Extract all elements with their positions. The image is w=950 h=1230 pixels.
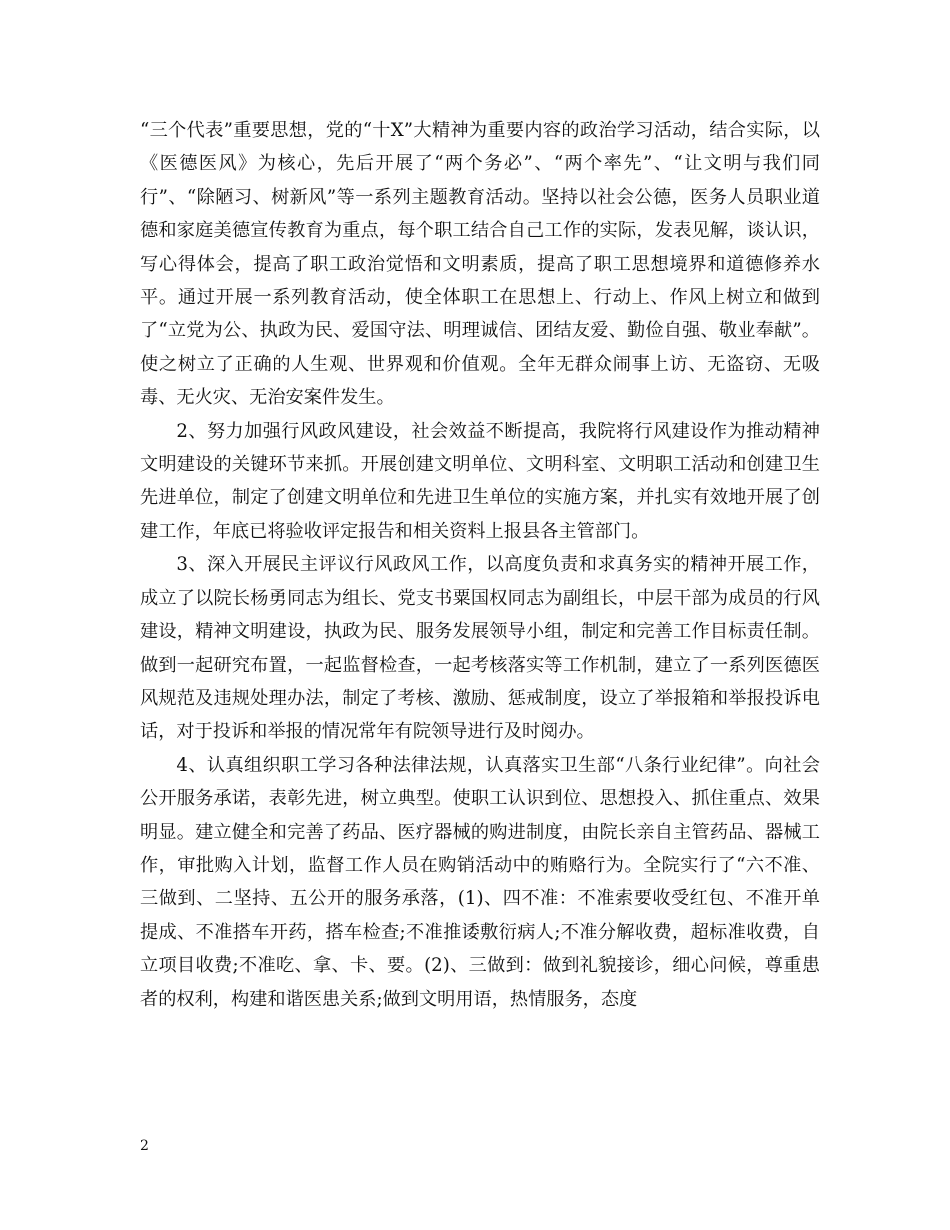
document-body [140, 114, 820, 1016]
paragraph-continued: “三个代表”重要思想，党的“十X”大精神为重要内容的政治学习活动，结合实际，以《医德医风》为核心，先后开展了“两个务必”、“两个率先”、“让文明与我们同行”、“除陋习、树新风”等一系列主题教育活动。坚持以社会公德，医务人员职业道德和家庭美德宣传教育为重点，每个职工结合自己工作的实际，发表见解，谈认识，写心得体会，提高了职工政治觉悟和文明素质，提高了职工思想境界和道德修养水平。通过开展一系列教育活动，使全体职工在思想上、行动上、作风上树立和做到了“立党为公、执政为民、爱国守法、明理诚信、团结友爱、勤俭自强、敬业奉献”。使之树立了正确的人生观、世界观和价值观。全年无群众闹事上访、无盗窃、无吸毒、无火灾、无治安案件发生。 [140, 120, 820, 409]
page-number: 2 [140, 1138, 149, 1154]
paragraph-item-3: 3、深入开展民主评议行风政风工作，以高度负责和求真务实的精神开展工作，成立了以院长杨勇同志为组长、党支书粟国权同志为副组长，中层干部为成员的行风建设，精神文明建设，执政为民、服务发展领导小组，制定和完善工作目标责任制。做到一起研究布置，一起监督检查，一起考核落实等工作机制，建立了一系列医德医风规范及违规处理办法，制定了考核、激励、惩戒制度，设立了举报箱和举报投诉电话，对于投诉和举报的情况常年有院领导进行及时阅办。 [140, 554, 820, 743]
paragraph-item-4: 4、认真组织职工学习各种法律法规，认真落实卫生部“八条行业纪律”。向社会公开服务承诺，表彰先进，树立典型。使职工认识到位、思想投入、抓住重点、效果明显。建立健全和完善了药品、医疗器械的购进制度，由院长亲自主管药品、器械工作，审批购入计划，监督工作人员在购销活动中的贿赂行为。全院实行了“六不准、三做到、二坚持、五公开的服务承落，(1)、四不准：不准索要收受红包、不准开单提成、不准搭车开药，搭车检查;不准推诿敷衍病人;不准分解收费，超标准收费，自立项目收费;不准吃、拿、卡、要。(2)、三做到：做到礼貌接诊，细心问候，尊重患者的权利，构建和谐医患关系;做到文明用语，热情服务，态度 [140, 754, 820, 1010]
paragraph-item-2: 2、努力加强行风政风建设，社会效益不断提高，我院将行风建设作为推动精神文明建设的关键环节来抓。开展创建文明单位、文明科室、文明职工活动和创建卫生先进单位，制定了创建文明单位和先进卫生单位的实施方案，并扎实有效地开展了创建工作，年底已将验收评定报告和相关资料上报县各主管部门。 [140, 420, 820, 542]
